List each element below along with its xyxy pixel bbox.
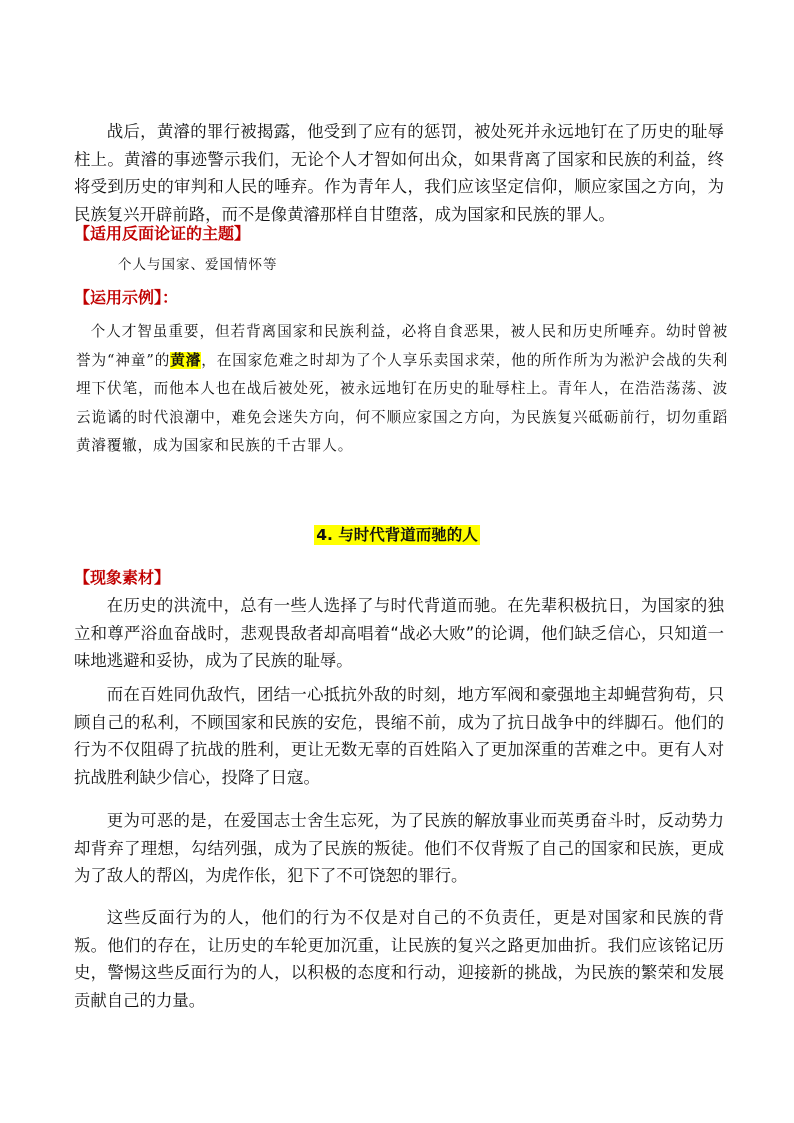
example-heading: 【运用示例】： xyxy=(74,288,179,307)
example-text-part1: 个人才智虽重要，但若背离国家和民族利益，必将自食恶果，被人民和历史所唾弃。幼时曾被誉为“神童”的 xyxy=(76,323,728,369)
topic-list: 个人与国家、爱国情怀等 xyxy=(118,257,278,273)
highlighted-name: 黄濬 xyxy=(170,351,202,369)
material-paragraph-2: 而在百姓同仇敌忾，团结一心抵抗外敌的时刻，地方军阀和豪强地主却蝇营狗苟，只顾自己的私利，不顾国家和民族的安危，畏缩不前，成为了抗日战争中的绊脚石。他们的行为不仅阻碍了抗战的胜利，更让无数无辜的百姓陷入了更加深重的苦难之中。更有人对抗战胜利缺少信心，投降了日寇。 xyxy=(74,685,724,787)
section-title-text: 4. 与时代背道而驰的人 xyxy=(316,526,478,544)
material-paragraph-4: 这些反面行为的人，他们的行为不仅是对自己的不负责任，更是对国家和民族的背叛。他们的存在，让历史的车轮更加沉重，让民族的复兴之路更加曲折。我们应该铭记历史，警惕这些反面行为的人，以积极的态度和行动，迎接新的挑战，为民族的繁荣和发展贡献自己的力量。 xyxy=(74,908,724,1010)
example-text-part2: ，在国家危难之时却为了个人享乐卖国求荣，他的所作所为为淞沪会战的失利埋下伏笔，而他本人也在战后被处死，被永远地钉在历史的耻辱柱上。青年人，在浩浩荡荡、波云诡谲的时代浪潮中，难免会迷失方向，何不顺应家国之方向，为民族复兴砥砺前行，切勿重蹈黄濬覆辙，成为国家和民族的千古罪人。 xyxy=(76,351,728,454)
material-paragraph-1: 在历史的洪流中，总有一些人选择了与时代背道而驰。在先辈积极抗日，为国家的独立和尊严浴血奋战时，悲观畏敌者却高唱着“战必大败”的论调，他们缺乏信心，只知道一味地逃避和妥协，成为了民族的耻辱。 xyxy=(74,596,724,670)
example-paragraph xyxy=(76,318,728,461)
section-title xyxy=(0,523,794,545)
material-heading: 【现象素材】 xyxy=(74,568,171,587)
material-paragraph-3: 更为可恶的是，在爱国志士舍生忘死，为了民族的解放事业而英勇奋斗时，反动势力却背弃了理想，勾结列强，成为了民族的叛徒。他们不仅背叛了自己的国家和民族，更成为了敌人的帮凶，为虎作伥，犯下了不可饶恕的罪行。 xyxy=(74,811,724,885)
intro-paragraph: 战后，黄濬的罪行被揭露，他受到了应有的惩罚，被处死并永远地钉在了历史的耻辱柱上。黄濬的事迹警示我们，无论个人才智如何出众，如果背离了国家和民族的利益，终将受到历史的审判和人民的唾弃。作为青年人，我们应该坚定信仰，顺应家国之方向，为民族复兴开辟前路，而不是像黄濬那样自甘堕落，成为国家和民族的罪人。 xyxy=(74,122,724,224)
topic-heading: 【适用反面论证的主题】 xyxy=(74,224,251,243)
